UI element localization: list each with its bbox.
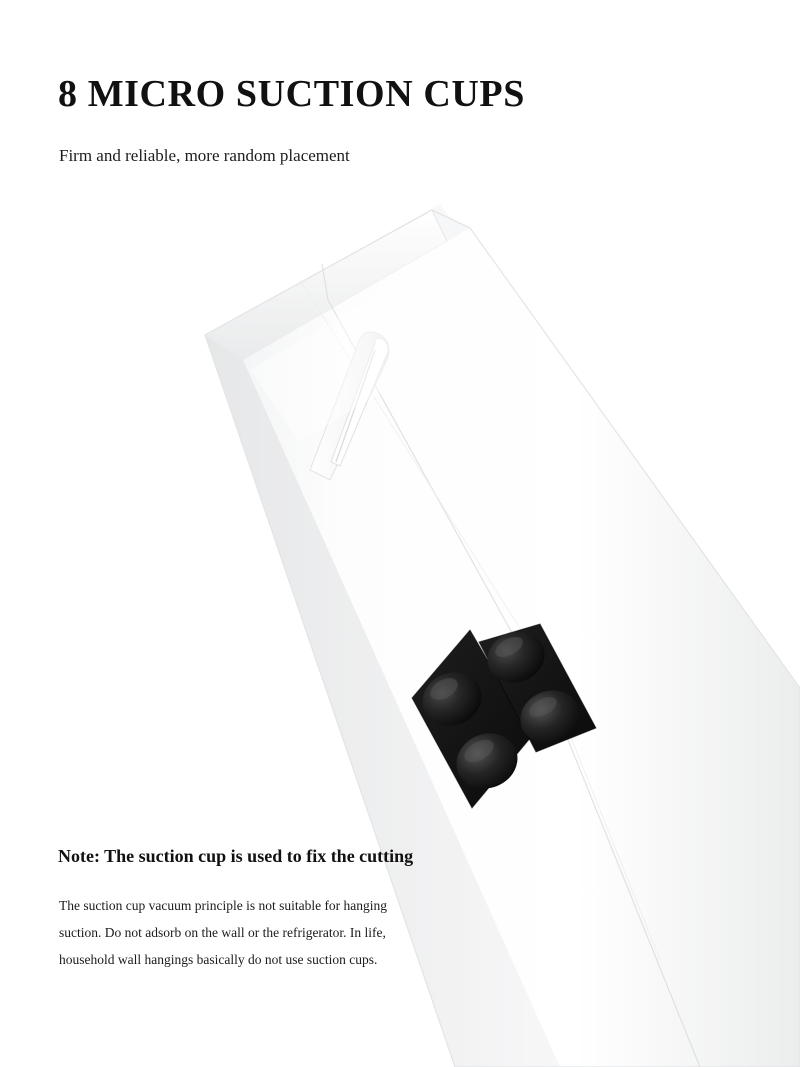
page-subtitle: Firm and reliable, more random placement [59, 146, 350, 165]
note-line: The suction cup vacuum principle is not suitable for hanging [59, 898, 388, 913]
page-title: 8 MICRO SUCTION CUPS [58, 73, 525, 115]
note-body [59, 892, 489, 973]
note-line: household wall hangings basically do not use suction cups. [59, 952, 378, 967]
note-title: Note: The suction cup is used to fix the cutting [58, 846, 414, 866]
note-line: suction. Do not adsorb on the wall or the refrigerator. In life, [59, 925, 386, 940]
